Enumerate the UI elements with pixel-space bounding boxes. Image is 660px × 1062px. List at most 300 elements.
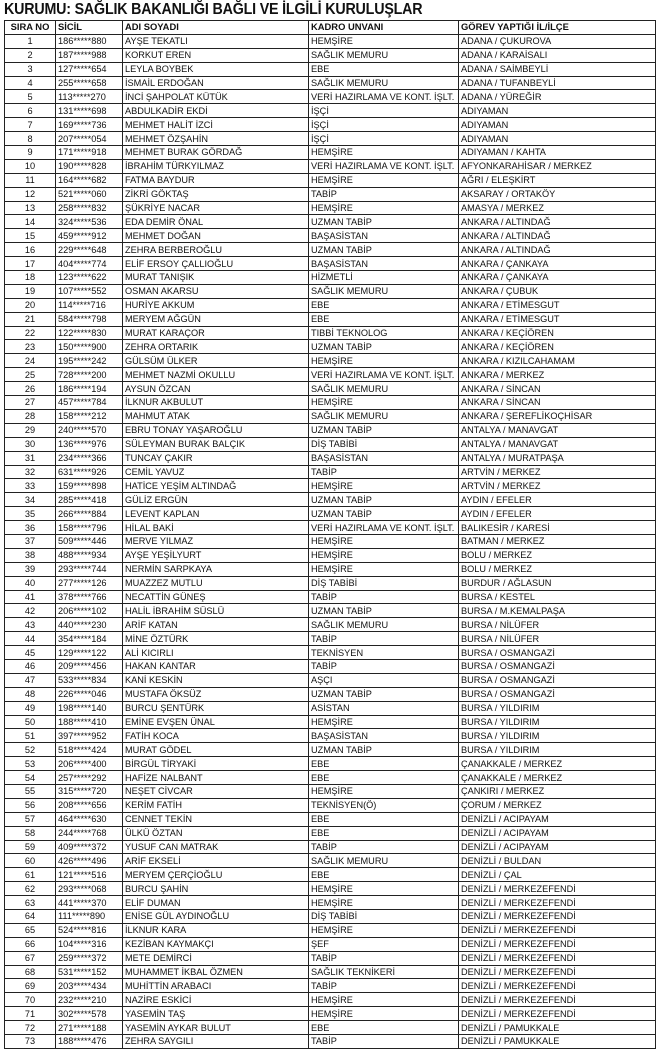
sira-no-cell: 61 xyxy=(5,868,56,882)
location-cell: AYDIN / EFELER xyxy=(459,493,656,507)
name-cell: MUSTAFA ÖKSÜZ xyxy=(123,687,309,701)
sira-no-cell: 66 xyxy=(5,937,56,951)
title-cell: HEMŞİRE xyxy=(309,34,459,48)
name-cell: MUHİTTİN ARABACI xyxy=(123,979,309,993)
title-cell: VERİ HAZIRLAMA VE KONT. İŞLT. xyxy=(309,368,459,382)
location-cell: ÇANAKKALE / MERKEZ xyxy=(459,757,656,771)
table-row xyxy=(5,798,656,812)
table-row xyxy=(5,1021,656,1035)
title-cell: UZMAN TABİP xyxy=(309,423,459,437)
sira-no-cell: 44 xyxy=(5,632,56,646)
table-row xyxy=(5,284,656,298)
table-row xyxy=(5,979,656,993)
sira-no-cell: 51 xyxy=(5,729,56,743)
name-cell: ÜLKÜ ÖZTAN xyxy=(123,826,309,840)
sicil-cell: 631*****926 xyxy=(56,465,123,479)
location-cell: ANKARA / KEÇİÖREN xyxy=(459,326,656,340)
location-cell: DENİZLİ / ACIPAYAM xyxy=(459,840,656,854)
location-cell: BURSA / YILDIRIM xyxy=(459,729,656,743)
name-cell: MUHAMMET İKBAL ÖZMEN xyxy=(123,965,309,979)
table-row xyxy=(5,854,656,868)
name-cell: MEHMET BURAK GÖRDAĞ xyxy=(123,146,309,160)
location-cell: DENİZLİ / MERKEZEFENDİ xyxy=(459,993,656,1007)
sicil-cell: 113*****270 xyxy=(56,90,123,104)
title-cell: SAĞLIK MEMURU xyxy=(309,48,459,62)
table-row xyxy=(5,646,656,660)
title-cell: UZMAN TABİP xyxy=(309,507,459,521)
sicil-cell: 188*****476 xyxy=(56,1035,123,1049)
sicil-cell: 129*****122 xyxy=(56,646,123,660)
table-row xyxy=(5,201,656,215)
sira-no-cell: 45 xyxy=(5,646,56,660)
title-cell: BAŞASİSTAN xyxy=(309,257,459,271)
table-row xyxy=(5,382,656,396)
title-cell: HEMŞİRE xyxy=(309,896,459,910)
title-cell: SAĞLIK MEMURU xyxy=(309,854,459,868)
location-cell: ANKARA / ETİMESGUT xyxy=(459,312,656,326)
location-cell: DENİZLİ / PAMUKKALE xyxy=(459,1021,656,1035)
name-cell: MAHMUT ATAK xyxy=(123,409,309,423)
title-cell: HEMŞİRE xyxy=(309,562,459,576)
table-row xyxy=(5,701,656,715)
table-row xyxy=(5,521,656,535)
name-cell: MİNE ÖZTÜRK xyxy=(123,632,309,646)
sira-no-cell: 53 xyxy=(5,757,56,771)
table-row xyxy=(5,173,656,187)
sira-no-cell: 46 xyxy=(5,659,56,673)
location-cell: BOLU / MERKEZ xyxy=(459,562,656,576)
column-header-gorev-yeri: GÖREV YAPTIĞI İL/İLÇE xyxy=(459,21,656,35)
sira-no-cell: 34 xyxy=(5,493,56,507)
location-cell: BURSA / KESTEL xyxy=(459,590,656,604)
title-cell: UZMAN TABİP xyxy=(309,687,459,701)
sira-no-cell: 6 xyxy=(5,104,56,118)
sicil-cell: 533*****834 xyxy=(56,673,123,687)
title-cell: SAĞLIK MEMURU xyxy=(309,618,459,632)
table-row xyxy=(5,534,656,548)
sicil-cell: 136*****976 xyxy=(56,437,123,451)
column-header-adi-soyadi: ADI SOYADI xyxy=(123,21,309,35)
title-cell: TABİP xyxy=(309,465,459,479)
title-cell: TABİP xyxy=(309,840,459,854)
sicil-cell: 584*****798 xyxy=(56,312,123,326)
sicil-cell: 206*****400 xyxy=(56,757,123,771)
sira-no-cell: 48 xyxy=(5,687,56,701)
location-cell: BURSA / OSMANGAZİ xyxy=(459,659,656,673)
sira-no-cell: 16 xyxy=(5,243,56,257)
sicil-cell: 378*****766 xyxy=(56,590,123,604)
name-cell: MERVE YILMAZ xyxy=(123,534,309,548)
location-cell: ADANA / TUFANBEYLİ xyxy=(459,76,656,90)
title-cell: DİŞ TABİBİ xyxy=(309,910,459,924)
title-cell: HEMŞİRE xyxy=(309,923,459,937)
location-cell: ARTVİN / MERKEZ xyxy=(459,465,656,479)
name-cell: KEZİBAN KAYMAKÇI xyxy=(123,937,309,951)
title-cell: HEMŞİRE xyxy=(309,354,459,368)
table-row xyxy=(5,882,656,896)
location-cell: ADIYAMAN xyxy=(459,118,656,132)
location-cell: ADIYAMAN xyxy=(459,104,656,118)
sicil-cell: 209*****456 xyxy=(56,659,123,673)
title-cell: EBE xyxy=(309,62,459,76)
title-cell: TIBBİ TEKNOLOG xyxy=(309,326,459,340)
sira-no-cell: 56 xyxy=(5,798,56,812)
sicil-cell: 240*****570 xyxy=(56,423,123,437)
table-row xyxy=(5,632,656,646)
title-cell: EBE xyxy=(309,1021,459,1035)
title-cell: UZMAN TABİP xyxy=(309,604,459,618)
sira-no-cell: 9 xyxy=(5,146,56,160)
title-cell: ASİSTAN xyxy=(309,701,459,715)
sira-no-cell: 30 xyxy=(5,437,56,451)
location-cell: ÇANAKKALE / MERKEZ xyxy=(459,771,656,785)
title-cell: HEMŞİRE xyxy=(309,479,459,493)
sira-no-cell: 49 xyxy=(5,701,56,715)
sira-no-cell: 1 xyxy=(5,34,56,48)
table-row xyxy=(5,451,656,465)
sira-no-cell: 18 xyxy=(5,271,56,285)
sicil-cell: 187*****988 xyxy=(56,48,123,62)
sicil-cell: 488*****934 xyxy=(56,548,123,562)
title-cell: UZMAN TABİP xyxy=(309,243,459,257)
title-cell: TABİP xyxy=(309,659,459,673)
name-cell: ZEHRA BERBEROĞLU xyxy=(123,243,309,257)
sicil-cell: 107*****552 xyxy=(56,284,123,298)
name-cell: HİLAL BAKİ xyxy=(123,521,309,535)
name-cell: İLKNUR AKBULUT xyxy=(123,396,309,410)
name-cell: GÜLSÜM ÜLKER xyxy=(123,354,309,368)
location-cell: ANKARA / ALTINDAĞ xyxy=(459,229,656,243)
table-row xyxy=(5,396,656,410)
sira-no-cell: 71 xyxy=(5,1007,56,1021)
sicil-cell: 226*****046 xyxy=(56,687,123,701)
name-cell: HAFİZE NALBANT xyxy=(123,771,309,785)
sicil-cell: 459*****912 xyxy=(56,229,123,243)
name-cell: SÜLEYMAN BURAK BALÇIK xyxy=(123,437,309,451)
table-row xyxy=(5,923,656,937)
title-cell: BAŞASİSTAN xyxy=(309,729,459,743)
sicil-cell: 293*****744 xyxy=(56,562,123,576)
sicil-cell: 409*****372 xyxy=(56,840,123,854)
sira-no-cell: 52 xyxy=(5,743,56,757)
location-cell: ANKARA / ÇANKAYA xyxy=(459,271,656,285)
title-cell: HEMŞİRE xyxy=(309,715,459,729)
name-cell: BURCU ŞAHİN xyxy=(123,882,309,896)
name-cell: MERYEM AĞGÜN xyxy=(123,312,309,326)
location-cell: ADANA / SAİMBEYLİ xyxy=(459,62,656,76)
title-cell: TABİP xyxy=(309,951,459,965)
sira-no-cell: 58 xyxy=(5,826,56,840)
title-cell: EBE xyxy=(309,312,459,326)
table-row xyxy=(5,132,656,146)
name-cell: BURCU ŞENTÜRK xyxy=(123,701,309,715)
name-cell: LEVENT KAPLAN xyxy=(123,507,309,521)
sicil-cell: 255*****658 xyxy=(56,76,123,90)
sicil-cell: 121*****516 xyxy=(56,868,123,882)
location-cell: ANKARA / ALTINDAĞ xyxy=(459,215,656,229)
location-cell: ADIYAMAN / KAHTA xyxy=(459,146,656,160)
title-cell: HEMŞİRE xyxy=(309,534,459,548)
table-header-row xyxy=(5,21,656,35)
sira-no-cell: 41 xyxy=(5,590,56,604)
table-row xyxy=(5,965,656,979)
sicil-cell: 158*****796 xyxy=(56,521,123,535)
sira-no-cell: 12 xyxy=(5,187,56,201)
table-row xyxy=(5,868,656,882)
sira-no-cell: 7 xyxy=(5,118,56,132)
title-cell: DİŞ TABİBİ xyxy=(309,437,459,451)
sira-no-cell: 54 xyxy=(5,771,56,785)
sira-no-cell: 29 xyxy=(5,423,56,437)
title-cell: TABİP xyxy=(309,590,459,604)
sira-no-cell: 43 xyxy=(5,618,56,632)
location-cell: ÇORUM / MERKEZ xyxy=(459,798,656,812)
name-cell: ZEHRA SAYGILI xyxy=(123,1035,309,1049)
sira-no-cell: 73 xyxy=(5,1035,56,1049)
sira-no-cell: 26 xyxy=(5,382,56,396)
location-cell: DENİZLİ / MERKEZEFENDİ xyxy=(459,979,656,993)
personnel-table xyxy=(4,20,656,1049)
title-cell: TEKNİSYEN xyxy=(309,646,459,660)
sira-no-cell: 17 xyxy=(5,257,56,271)
name-cell: ABDULKADİR EKDİ xyxy=(123,104,309,118)
table-row xyxy=(5,673,656,687)
sira-no-cell: 25 xyxy=(5,368,56,382)
sicil-cell: 111*****890 xyxy=(56,910,123,924)
title-cell: HEMŞİRE xyxy=(309,146,459,160)
name-cell: ALİ KICIRLI xyxy=(123,646,309,660)
table-row xyxy=(5,326,656,340)
sicil-cell: 127*****654 xyxy=(56,62,123,76)
name-cell: FATMA BAYDUR xyxy=(123,173,309,187)
name-cell: BİRGÜL TİRYAKİ xyxy=(123,757,309,771)
table-row xyxy=(5,771,656,785)
sicil-cell: 464*****630 xyxy=(56,812,123,826)
title-cell: HEMŞİRE xyxy=(309,396,459,410)
table-row xyxy=(5,465,656,479)
table-row xyxy=(5,215,656,229)
sicil-cell: 234*****366 xyxy=(56,451,123,465)
sicil-cell: 728*****200 xyxy=(56,368,123,382)
sicil-cell: 258*****832 xyxy=(56,201,123,215)
location-cell: BURDUR / AĞLASUN xyxy=(459,576,656,590)
title-cell: VERİ HAZIRLAMA VE KONT. İŞLT. xyxy=(309,521,459,535)
name-cell: CENNET TEKİN xyxy=(123,812,309,826)
title-cell: SAĞLIK TEKNİKERİ xyxy=(309,965,459,979)
table-row xyxy=(5,90,656,104)
sira-no-cell: 24 xyxy=(5,354,56,368)
sira-no-cell: 57 xyxy=(5,812,56,826)
name-cell: MUAZZEZ MUTLU xyxy=(123,576,309,590)
table-row xyxy=(5,910,656,924)
name-cell: ARİF KATAN xyxy=(123,618,309,632)
sicil-cell: 114*****716 xyxy=(56,298,123,312)
sira-no-cell: 32 xyxy=(5,465,56,479)
title-cell: HEMŞİRE xyxy=(309,201,459,215)
name-cell: EMİNE EVŞEN ÜNAL xyxy=(123,715,309,729)
sira-no-cell: 35 xyxy=(5,507,56,521)
table-row xyxy=(5,604,656,618)
location-cell: BURSA / OSMANGAZİ xyxy=(459,646,656,660)
name-cell: YASEMİN TAŞ xyxy=(123,1007,309,1021)
table-row xyxy=(5,271,656,285)
title-cell: VERİ HAZIRLAMA VE KONT. İŞLT. xyxy=(309,159,459,173)
table-row xyxy=(5,687,656,701)
table-row xyxy=(5,826,656,840)
name-cell: CEMİL YAVUZ xyxy=(123,465,309,479)
title-cell: BAŞASİSTAN xyxy=(309,229,459,243)
sicil-cell: 354*****184 xyxy=(56,632,123,646)
sicil-cell: 169*****736 xyxy=(56,118,123,132)
sicil-cell: 277*****126 xyxy=(56,576,123,590)
table-row xyxy=(5,159,656,173)
table-row xyxy=(5,118,656,132)
sicil-cell: 186*****880 xyxy=(56,34,123,48)
sira-no-cell: 11 xyxy=(5,173,56,187)
table-row xyxy=(5,729,656,743)
location-cell: AKSARAY / ORTAKÖY xyxy=(459,187,656,201)
sicil-cell: 190*****828 xyxy=(56,159,123,173)
sicil-cell: 207*****054 xyxy=(56,132,123,146)
location-cell: DENİZLİ / MERKEZEFENDİ xyxy=(459,896,656,910)
table-row xyxy=(5,187,656,201)
sira-no-cell: 59 xyxy=(5,840,56,854)
location-cell: ANKARA / KIZILCAHAMAM xyxy=(459,354,656,368)
sira-no-cell: 40 xyxy=(5,576,56,590)
sicil-cell: 244*****768 xyxy=(56,826,123,840)
title-cell: EBE xyxy=(309,771,459,785)
location-cell: DENİZLİ / MERKEZEFENDİ xyxy=(459,882,656,896)
table-row xyxy=(5,562,656,576)
name-cell: GÜLİZ ERGÜN xyxy=(123,493,309,507)
name-cell: AYŞE TEKATLI xyxy=(123,34,309,48)
location-cell: ANKARA / KEÇİÖREN xyxy=(459,340,656,354)
sira-no-cell: 2 xyxy=(5,48,56,62)
table-row xyxy=(5,576,656,590)
location-cell: BURSA / YILDIRIM xyxy=(459,715,656,729)
location-cell: DENİZLİ / ÇAL xyxy=(459,868,656,882)
sicil-cell: 158*****212 xyxy=(56,409,123,423)
name-cell: HATİCE YEŞİM ALTINDAĞ xyxy=(123,479,309,493)
title-cell: HEMŞİRE xyxy=(309,1007,459,1021)
title-cell: SAĞLIK MEMURU xyxy=(309,76,459,90)
sira-no-cell: 67 xyxy=(5,951,56,965)
location-cell: ÇANKIRI / MERKEZ xyxy=(459,784,656,798)
table-row xyxy=(5,368,656,382)
name-cell: MERYEM ÇERÇİOĞLU xyxy=(123,868,309,882)
sira-no-cell: 31 xyxy=(5,451,56,465)
name-cell: FATİH KOCA xyxy=(123,729,309,743)
table-row xyxy=(5,937,656,951)
location-cell: AMASYA / MERKEZ xyxy=(459,201,656,215)
sira-no-cell: 23 xyxy=(5,340,56,354)
title-cell: VERİ HAZIRLAMA VE KONT. İŞLT. xyxy=(309,90,459,104)
sicil-cell: 257*****292 xyxy=(56,771,123,785)
sira-no-cell: 20 xyxy=(5,298,56,312)
sicil-cell: 229*****648 xyxy=(56,243,123,257)
location-cell: DENİZLİ / BULDAN xyxy=(459,854,656,868)
sicil-cell: 518*****424 xyxy=(56,743,123,757)
sicil-cell: 186*****194 xyxy=(56,382,123,396)
name-cell: TUNCAY ÇAKIR xyxy=(123,451,309,465)
location-cell: ADANA / KARAİSALI xyxy=(459,48,656,62)
name-cell: İLKNUR KARA xyxy=(123,923,309,937)
table-row xyxy=(5,243,656,257)
title-cell: SAĞLIK MEMURU xyxy=(309,382,459,396)
sira-no-cell: 55 xyxy=(5,784,56,798)
table-row xyxy=(5,896,656,910)
name-cell: NECATTİN GÜNEŞ xyxy=(123,590,309,604)
table-row xyxy=(5,479,656,493)
location-cell: ANKARA / MERKEZ xyxy=(459,368,656,382)
sira-no-cell: 8 xyxy=(5,132,56,146)
name-cell: EBRU TONAY YAŞAROĞLU xyxy=(123,423,309,437)
title-cell: UZMAN TABİP xyxy=(309,215,459,229)
column-header-sira-no: SIRA NO xyxy=(5,21,56,35)
title-cell: SAĞLIK MEMURU xyxy=(309,284,459,298)
title-cell: HEMŞİRE xyxy=(309,993,459,1007)
location-cell: AYDIN / EFELER xyxy=(459,507,656,521)
name-cell: MURAT TANIŞIK xyxy=(123,271,309,285)
sicil-cell: 164*****682 xyxy=(56,173,123,187)
sicil-cell: 271*****188 xyxy=(56,1021,123,1035)
location-cell: ANKARA / ALTINDAĞ xyxy=(459,243,656,257)
table-row xyxy=(5,229,656,243)
sira-no-cell: 28 xyxy=(5,409,56,423)
sira-no-cell: 36 xyxy=(5,521,56,535)
table-body xyxy=(5,34,656,1048)
location-cell: DENİZLİ / ACIPAYAM xyxy=(459,812,656,826)
sira-no-cell: 14 xyxy=(5,215,56,229)
name-cell: HAKAN KANTAR xyxy=(123,659,309,673)
title-cell: HEMŞİRE xyxy=(309,882,459,896)
location-cell: BURSA / OSMANGAZİ xyxy=(459,673,656,687)
table-row xyxy=(5,507,656,521)
sira-no-cell: 64 xyxy=(5,910,56,924)
sicil-cell: 524*****816 xyxy=(56,923,123,937)
location-cell: AFYONKARAHİSAR / MERKEZ xyxy=(459,159,656,173)
name-cell: NERMİN SARPKAYA xyxy=(123,562,309,576)
title-cell: EBE xyxy=(309,826,459,840)
sicil-cell: 206*****102 xyxy=(56,604,123,618)
name-cell: NEŞET CİVCAR xyxy=(123,784,309,798)
table-row xyxy=(5,76,656,90)
table-row xyxy=(5,743,656,757)
sira-no-cell: 42 xyxy=(5,604,56,618)
name-cell: MEHMET DOĞAN xyxy=(123,229,309,243)
table-row xyxy=(5,951,656,965)
sira-no-cell: 62 xyxy=(5,882,56,896)
sicil-cell: 440*****230 xyxy=(56,618,123,632)
sicil-cell: 315*****720 xyxy=(56,784,123,798)
sicil-cell: 203*****434 xyxy=(56,979,123,993)
title-cell: TABİP xyxy=(309,979,459,993)
location-cell: BATMAN / MERKEZ xyxy=(459,534,656,548)
location-cell: DENİZLİ / MERKEZEFENDİ xyxy=(459,1007,656,1021)
name-cell: ELİF ERSOY ÇALLIOĞLU xyxy=(123,257,309,271)
sira-no-cell: 3 xyxy=(5,62,56,76)
table-row xyxy=(5,62,656,76)
title-cell: SAĞLIK MEMURU xyxy=(309,409,459,423)
title-cell: HEMŞİRE xyxy=(309,784,459,798)
table-row xyxy=(5,423,656,437)
sicil-cell: 150*****900 xyxy=(56,340,123,354)
sicil-cell: 232*****210 xyxy=(56,993,123,1007)
sira-no-cell: 63 xyxy=(5,896,56,910)
location-cell: BURSA / NİLÜFER xyxy=(459,632,656,646)
title-cell: EBE xyxy=(309,298,459,312)
table-row xyxy=(5,1035,656,1049)
